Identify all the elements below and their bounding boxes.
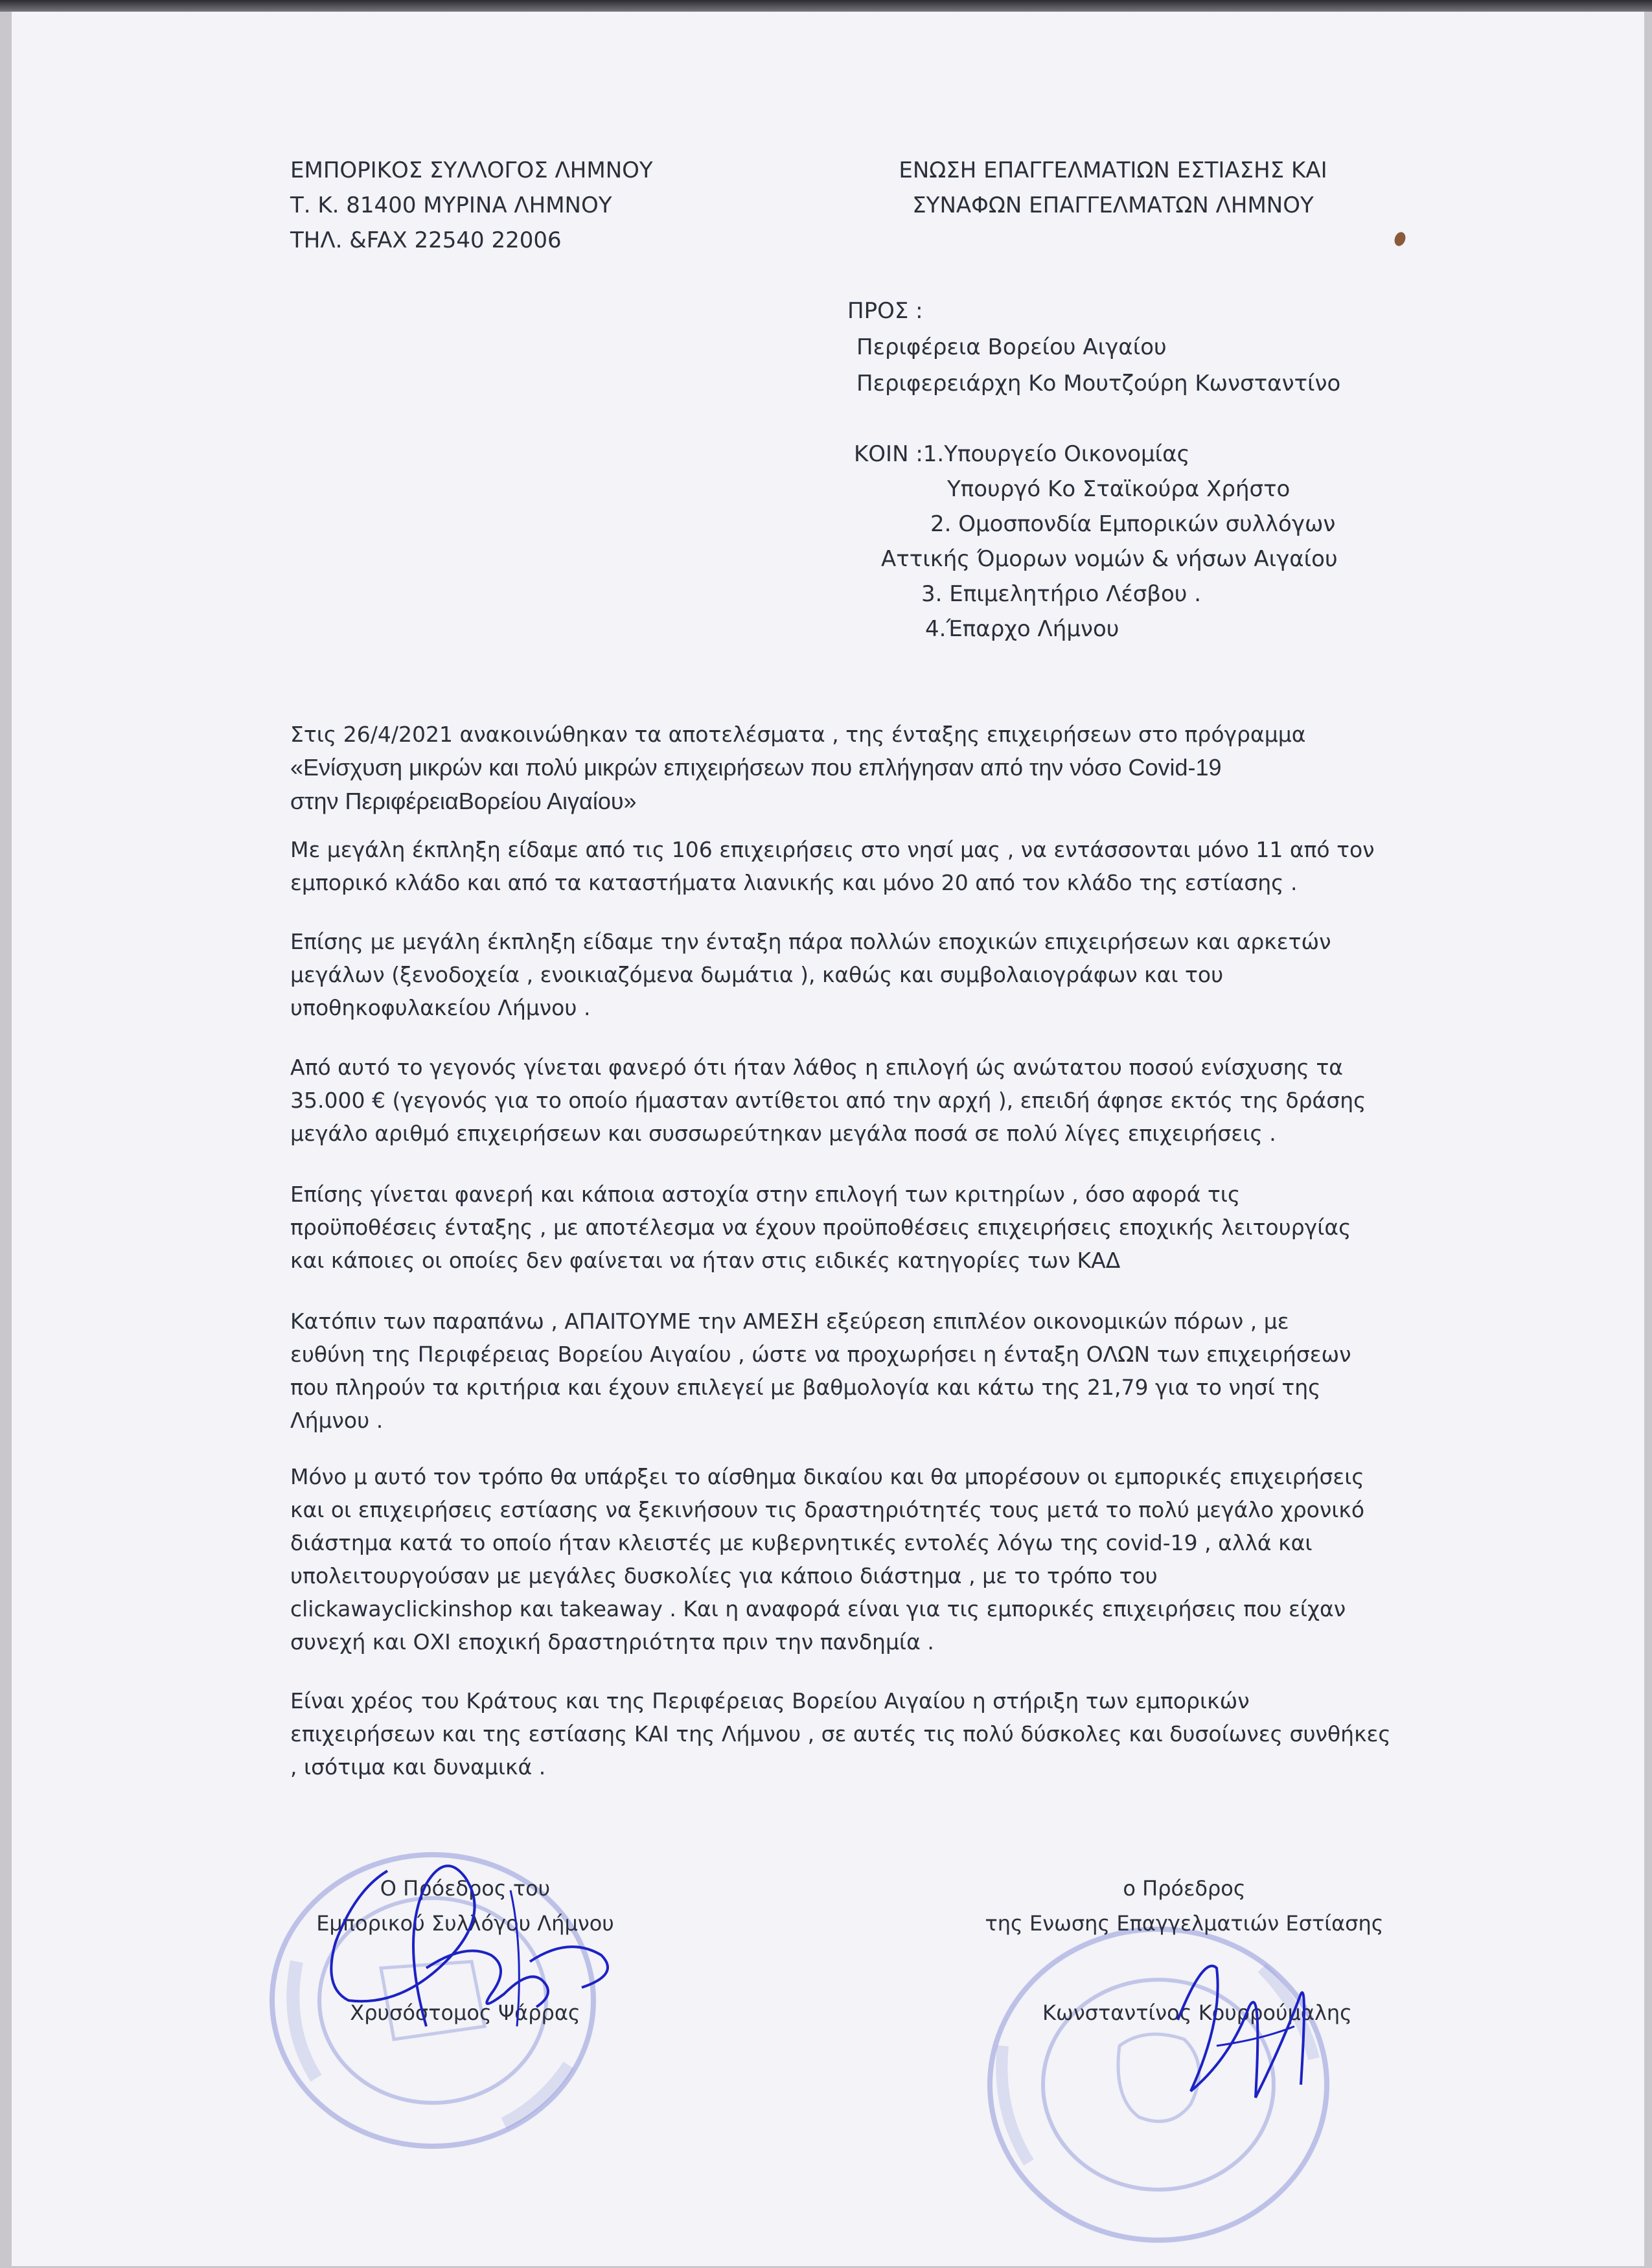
body-paragraph-5 [290,1305,1392,1437]
cc-line: 4.Έπαρχο Λήμνου [925,616,1119,642]
body-line: Από αυτό το γεγονός γίνεται φανερό ότι ήταν λάθος η επιλογή ώς ανώτατου ποσού ενίσχυσης τα [290,1055,1344,1080]
body-paragraph-6 [290,1460,1392,1658]
body-line: διάστημα κατά το οποίο ήταν κλειστές με κυβερνητικές εντολές λόγω της covid-19 , αλλά και [290,1530,1313,1555]
body-line: και κάποιες οι οποίες δεν φαίνεται να ήταν στις ειδικές κατηγορίες των ΚΑΔ [290,1248,1121,1273]
left-signer-org: Εμπορικού Συλλόγου Λήμνου [316,1911,614,1936]
body-line: Επίσης με μεγάλη έκπληξη είδαμε την ένταξη πάρα πολλών εποχικών επιχειρήσεων και αρκετών [290,929,1331,954]
left-signer-name: Χρυσόστομος Ψάρρας [350,2000,580,2025]
cc-block [854,437,1338,647]
body-line: μεγάλων (ξενοδοχεία , ενοικιαζόμενα δωμάτια ), καθώς και συμβολαιογράφων και του [290,962,1224,987]
ink-smudge [1393,231,1408,247]
body-line: Με μεγάλη έκπληξη είδαμε από τις 106 επιχειρήσεις στο νησί μας , να εντάσσονται μόνο 11 από τον [290,837,1375,862]
sender-name: ΕΜΠΟΡΙΚΟΣ ΣΥΛΛΟΓΟΣ ΛΗΜΝΟΥ [290,157,653,183]
body-line: , ισότιμα και δυναμικά . [290,1754,546,1780]
body-paragraph-7 [290,1684,1392,1783]
body-line: ευθύνη της Περιφέρειας Βορείου Αιγαίου , ώστε να προχωρήσει η ένταξη ΟΛΩΝ των επιχειρήσεων [290,1342,1351,1367]
body-line: προϋποθέσεις ένταξης , με αποτέλεσμα να έχουν προϋποθέσεις επιχειρήσεις εποχικής λειτουργίας [290,1215,1351,1240]
cc-line: 2. Ομοσπονδία Εμπορικών συλλόγων [930,511,1336,537]
union-name-line2: ΣΥΝΑΦΩΝ ΕΠΑΓΓΕΛΜΑΤΩΝ ΛΗΜΝΟΥ [912,192,1314,218]
sender-right-header [854,153,1372,223]
union-name-line1: ΕΝΩΣΗ ΕΠΑΓΓΕΛΜΑΤΙΩΝ ΕΣΤΙΑΣΗΣ ΚΑΙ [899,157,1327,183]
recipient-line: Περιφέρεια Βορείου Αιγαίου [856,334,1167,360]
body-line: συνεχή και ΟΧΙ εποχική δραστηριότητα πριν την πανδημία . [290,1629,934,1655]
body-paragraph-3 [290,1051,1392,1150]
body-paragraph-2 [290,925,1392,1024]
body-line: εμπορικό κλάδο και από τα καταστήματα λιανικής και μόνο 20 από τον κλάδο της εστίασης . [290,870,1298,895]
cc-line: Αττικής Όμορων νομών & νήσων Αιγαίου [881,546,1338,572]
right-signer-org: της Ενωσης Επαγγελματιών Εστίασης [985,1911,1384,1936]
program-title-line: «Ενίσχυση μικρών και πολύ μικρών επιχειρήσεων που επλήγησαν από την νόσο Covid-19 [290,754,1222,781]
cc-line: ΚΟΙΝ :1.Υπουργείο Οικονομίας [854,441,1190,467]
intro-line: Στις 26/4/2021 ανακοινώθηκαν τα αποτελέσματα , της ένταξης επιχειρήσεων στο πρόγραμμα [290,722,1306,747]
body-line: υποθηκοφυλακείου Λήμνου . [290,995,591,1020]
body-line: επιχειρήσεων και της εστίασης ΚΑΙ της Λήμνου , σε αυτές τις πολύ δύσκολες και δυσοίωνες συνθήκες [290,1721,1391,1747]
body-paragraph-1 [290,833,1392,899]
right-signer-title: ο Πρόεδρος [1123,1876,1246,1901]
sender-phone: ΤΗΛ. &FAX 22540 22006 [290,227,562,253]
body-line: και οι επιχειρήσεις εστίασης να ξεκινήσουν τις δραστηριότητές τους μετά το πολύ μεγάλο χρονικό [290,1497,1365,1522]
left-handwritten-signature [297,1832,634,2078]
letter-page [12,12,1644,2266]
sender-left-header [290,153,653,258]
program-title-line: στην ΠεριφέρειαΒορείου Αιγαίου» [290,788,637,814]
right-signer-name: Κωνσταντίνος Κουρρούμαλης [1042,2000,1352,2025]
body-line: μεγάλο αριθμό επιχειρήσεων και συσσωρεύτηκαν μεγάλα ποσά σε πολύ λίγες επιχειρήσεις . [290,1121,1276,1146]
scan-top-edge [0,0,1652,12]
to-label: ΠΡΟΣ : [847,298,923,324]
recipient-line: Περιφερειάρχη Κο Μουτζούρη Κωνσταντίνο [856,371,1341,396]
cc-line: Υπουργό Κο Σταϊκούρα Χρήστο [947,476,1291,502]
body-paragraph-4 [290,1178,1392,1277]
sender-address: Τ. Κ. 81400 ΜΥΡΙΝΑ ΛΗΜΝΟΥ [290,192,612,218]
body-line: που πληρούν τα κριτήρια και έχουν επιλεγεί με βαθμολογία και κάτω της 21,79 για το νησί της [290,1375,1321,1400]
right-handwritten-signature [1152,1929,1346,2136]
body-line: clickawayclickinshop και takeaway . Και η αναφορά είναι για τις εμπορικές επιχειρήσεις που είχαν [290,1596,1346,1621]
recipients-block [847,293,1340,402]
intro-paragraph [290,718,1392,818]
cc-line: 3. Επιμελητήριο Λέσβου . [921,581,1202,607]
body-line: 35.000 € (γεγονός για το οποίο ήμασταν αντίθετοι από την αρχή ), επειδή άφησε εκτός της δράσης [290,1088,1366,1113]
body-line: υπολειτουργούσαν με μεγάλες δυσκολίες για κάποιο διάστημα , με το τρόπο του [290,1563,1158,1588]
body-line: Είναι χρέος του Κράτους και της Περιφέρειας Βορείου Αιγαίου η στήριξη των εμπορικών [290,1688,1250,1713]
body-line: Μόνο μ αυτό τον τρόπο θα υπάρξει το αίσθημα δικαίου και θα μπορέσουν οι εμπορικές επιχειρήσεις [290,1464,1364,1489]
body-line: Λήμνου . [290,1408,384,1433]
left-signer-title: Ο Πρόεδρος του [380,1876,551,1901]
body-line: Κατόπιν των παραπάνω , ΑΠΑΙΤΟΥΜΕ την ΑΜΕΣΗ εξεύρεση επιπλέον οικονομικών πόρων , με [290,1309,1289,1334]
body-line: Επίσης γίνεται φανερή και κάποια αστοχία στην επιλογή των κριτηρίων , όσο αφορά τις [290,1182,1241,1207]
